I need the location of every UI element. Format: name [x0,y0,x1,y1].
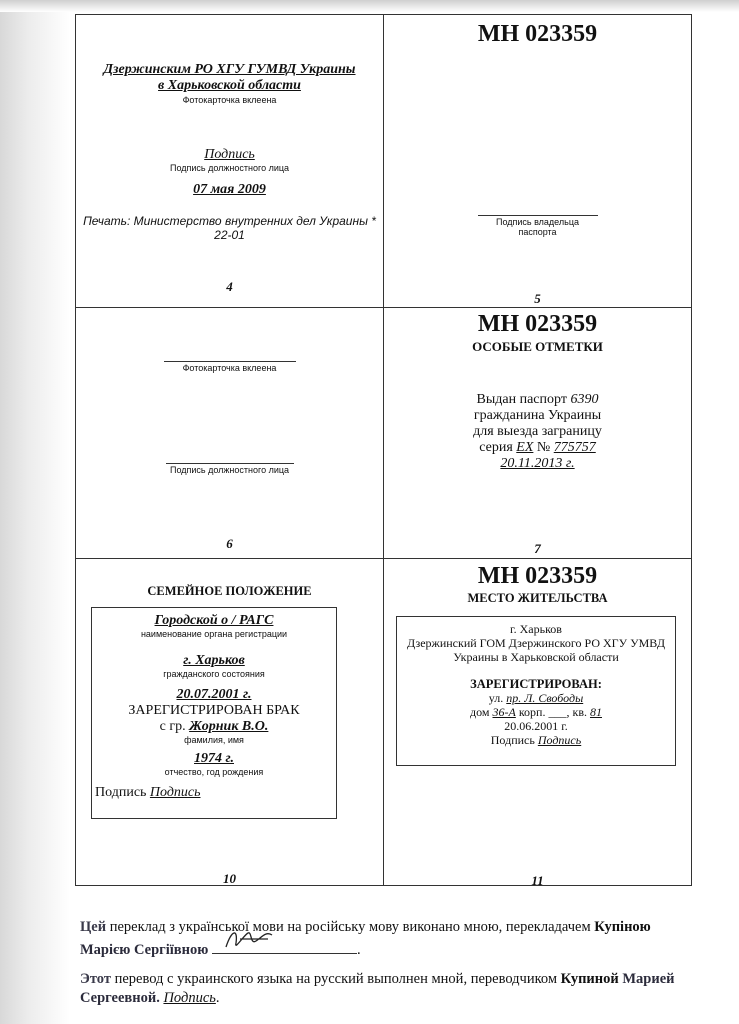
registry-label: наименование органа регистрации [140,629,288,639]
page-number: 6 [226,536,233,551]
owner-signature [384,215,691,240]
flat-label: , кв. [566,705,587,719]
page-number: 5 [534,291,541,306]
number-sign: № [536,440,551,455]
page-10 [76,559,383,885]
spouse-label: фамилия, имя [184,735,244,745]
street-prefix: ул. [488,691,504,705]
marriage-signature [92,785,336,801]
photo-placeholder [76,358,383,376]
ru-translator-surname: Купиной [560,971,619,987]
translator-note-russian [80,970,700,1008]
residence-heading: МЕСТО ЖИТЕЛЬСТВА [467,591,608,605]
residence-office-line-2: Украины в Харьковской области [453,650,619,664]
page-7 [384,308,691,558]
city-value: г. Харьков [183,653,245,668]
page-6 [76,308,383,558]
photo-label: Фотокарточка вклеена [164,361,296,373]
marriage-date: 20.07.2001 г. [176,687,252,702]
authority-line-1: Дзержинским РО ХГУ ГУМВД Украины [103,62,356,77]
special-marks-line-2: гражданина Украины [473,408,602,423]
page-5 [384,15,691,307]
passport-series: МН 023359 [477,563,598,589]
residence-office-line-1: Дзержинский ГОМ Дзержинского РО ХГУ УМВД [407,636,665,650]
ru-end: . [215,990,220,1006]
official-signature-label: Подпись должностного лица [169,163,290,173]
ua-translator-name: Марією Сергіївною [80,942,209,958]
street-value: пр. Л. Свободы [506,691,584,705]
page-4 [76,15,383,307]
special-marks-heading: ОСОБЫЕ ОТМЕТКИ [472,339,603,354]
page-number: 7 [534,541,541,556]
signature-prefix: Подпись [490,733,535,747]
ru-signature: Подпись [163,990,216,1006]
authority-line-2: в Харьковской области [158,78,301,93]
corp-label: корп. [518,705,546,719]
official-signature-label: Подпись должностного лица [166,463,294,475]
passport-series: МН 023359 [477,311,598,337]
ua-end: . [356,942,361,958]
stamp-text [76,214,383,242]
photo-label: Фотокарточка вклеена [182,95,277,105]
handwritten-signature [212,937,357,954]
signature-prefix: Подпись [95,785,147,800]
page-fold-shadow [0,0,70,1024]
residence-stamp [396,616,676,766]
foreign-issue-date: 20.11.2013 г. [500,456,575,471]
corp-value: ___ [548,705,567,719]
signature-value: Подпись [149,785,201,800]
city-label: гражданского состояния [163,669,265,679]
marital-status-heading: СЕМЕЙНОЕ ПОЛОЖЕНИЕ [147,584,312,598]
ru-first-word: Этот [80,971,111,987]
passport-series: МН 023359 [477,21,598,47]
residence-signature [397,733,675,747]
special-marks-line-1 [384,392,691,408]
flat-value: 81 [589,705,602,719]
official-signature [76,460,383,478]
stamp-line-2: 22-01 [214,228,245,242]
house-value: 36-А [492,705,516,719]
page-number: 4 [226,279,233,294]
issue-date: 07 мая 2009 [193,182,266,197]
house-prefix: дом [470,705,490,719]
marriage-status: ЗАРЕГИСТРИРОВАН БРАК [128,703,300,718]
spouse-line [92,719,336,735]
stamp-line-1: Печать: Министерство внутренних дел Украины * [83,214,376,228]
issuing-authority [76,62,383,94]
page-top-shadow [0,0,739,12]
spouse-prefix: с гр. [159,719,186,734]
ua-text: переклад з української мови на російську мову виконано мною, перекладачем [109,919,591,935]
owner-signature-label: Подпись владельца паспорта [478,215,598,237]
residence-city: г. Харьков [510,622,562,636]
translator-note-ukrainian [80,918,700,960]
registry-value: Городской о / РАГС [154,613,274,628]
ru-translator-name: Марией Сергеевной. [80,971,675,1006]
passport-pages-grid [75,14,692,886]
house-line [397,705,675,719]
page-number: 11 [531,873,544,888]
spouse-birth-year: 1974 г. [194,751,234,766]
special-marks-line-3: для выезда заграницу [473,424,602,439]
series-prefix: серия [479,440,513,455]
foreign-series: ЕХ [516,440,534,455]
spouse-name: Жорник В.О. [189,719,269,734]
ru-text: перевод с украинского языка на русский выполнен мной, переводчиком [114,971,558,987]
ua-translator-surname: Купіною [594,919,651,935]
special-marks-line-4 [384,440,691,456]
line1-prefix: Выдан паспорт [476,392,567,407]
ua-first-word: Цей [80,919,107,935]
official-signature-value: Подпись [204,147,255,162]
registered-label: ЗАРЕГИСТРИРОВАН: [470,677,602,691]
page-number: 10 [223,871,236,886]
special-marks-text [384,392,691,472]
birth-label: отчество, год рождения [164,767,264,777]
registration-date: 20.06.2001 г. [504,719,568,733]
signature-value: Подпись [537,733,582,747]
page-11 [384,559,691,888]
marital-status-box [91,607,337,819]
street-line [397,691,675,705]
foreign-passport-code: 6390 [570,392,599,407]
foreign-number: 775757 [553,440,596,455]
